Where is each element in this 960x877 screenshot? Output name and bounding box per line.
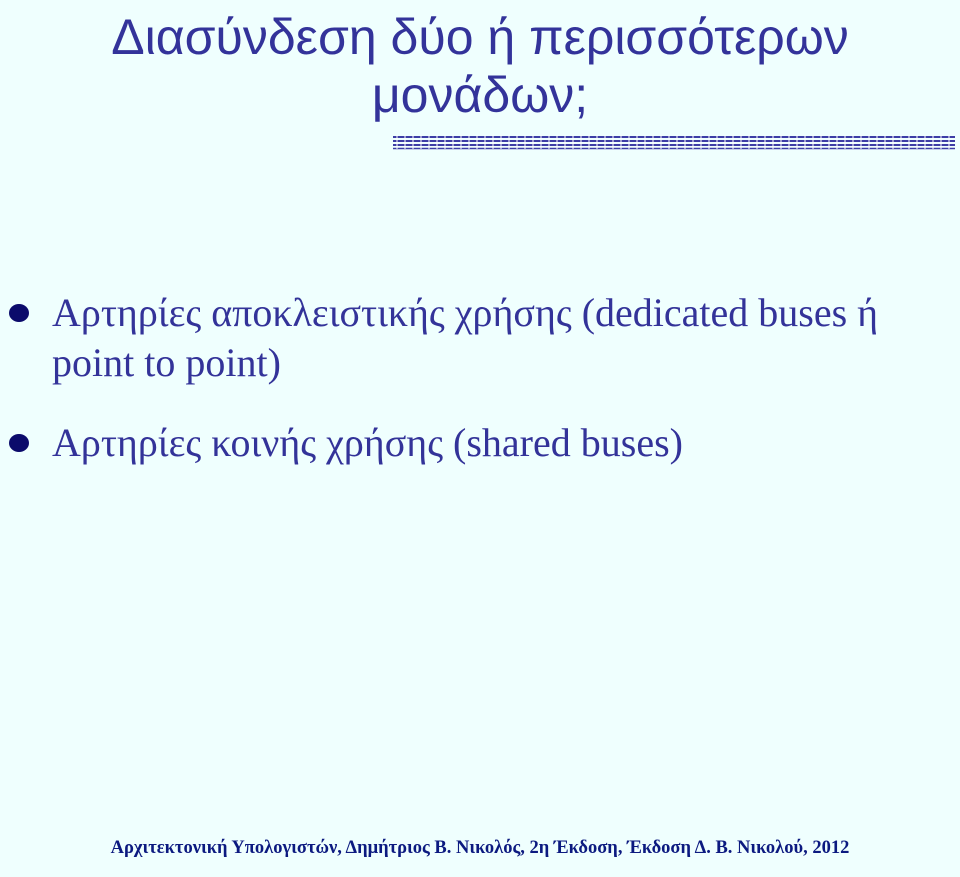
bullet-text: Αρτηρίες κοινής χρήσης (shared buses): [52, 420, 683, 465]
bullet-item-shared-buses: [0, 418, 960, 468]
bullet-text: Αρτηρίες αποκλειστικής χρήσης (dedicated buses ή point to point): [52, 290, 879, 385]
title-line-1: Διασύνδεση δύο ή περισσότερων: [111, 9, 849, 65]
title-underline-rule: [393, 134, 955, 150]
title-line-2: μονάδων;: [371, 67, 589, 123]
bullet-list: [0, 288, 960, 498]
bullet-dot-icon: [9, 304, 29, 322]
bullet-dot-icon: [9, 434, 29, 452]
bullet-item-dedicated-buses: [0, 288, 960, 388]
slide-footer: Αρχιτεκτονική Υπολογιστών, Δημήτριος Β. Νικολός, 2η Έκδοση, Έκδοση Δ. Β. Νικολού, 2012: [110, 838, 850, 858]
slide-title: [0, 8, 960, 124]
